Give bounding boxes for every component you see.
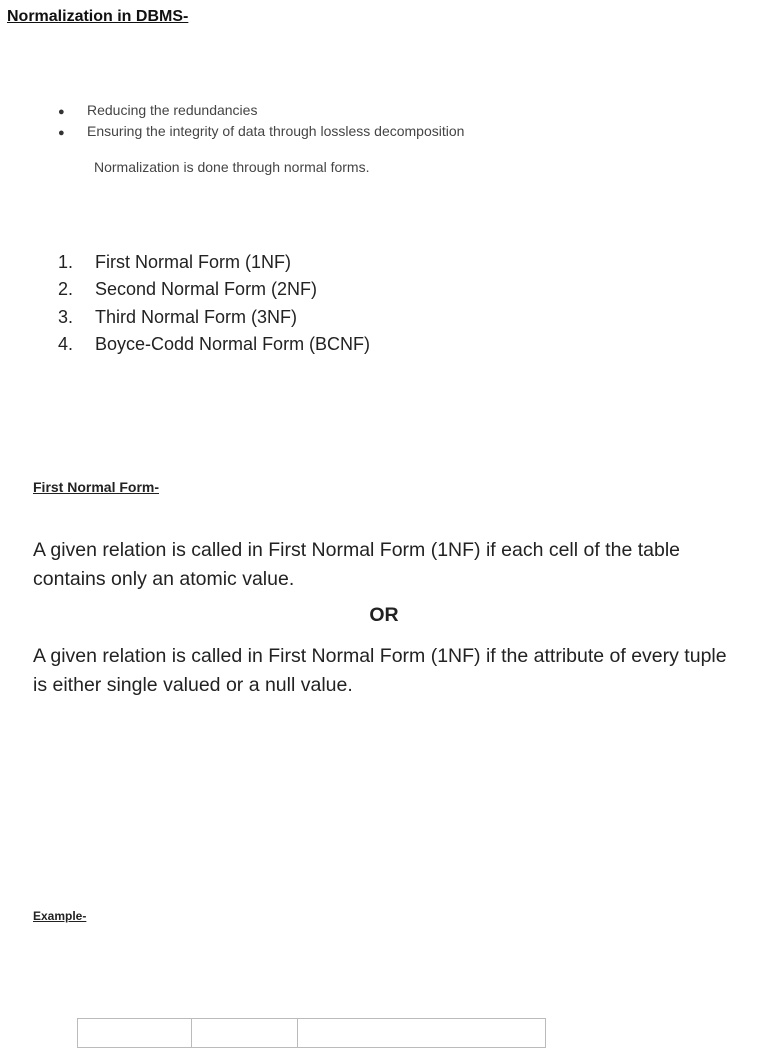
definition-paragraph-1: A given relation is called in First Normal Form (1NF) if each cell of the table contains only an atomic value. — [33, 539, 680, 590]
list-item — [58, 331, 370, 358]
bullet-text: Ensuring the integrity of data through lossless decomposition — [87, 123, 465, 139]
example-table — [77, 1018, 546, 1048]
table-cell — [78, 1019, 192, 1047]
goals-bullet-list — [58, 100, 464, 142]
list-number: 2. — [58, 279, 74, 300]
or-separator: OR — [369, 604, 399, 626]
definition-paragraph-2: A given relation is called in First Normal Form (1NF) if the attribute of every tuple is either single valued or a null value. — [33, 645, 727, 696]
list-item — [58, 304, 370, 331]
list-label: First Normal Form (1NF) — [95, 252, 291, 272]
list-label: Boyce-Codd Normal Form (BCNF) — [95, 333, 371, 354]
bullet-icon: ● — [58, 106, 65, 118]
table-cell — [192, 1019, 298, 1047]
list-number: 1. — [58, 252, 74, 272]
list-item — [58, 121, 464, 142]
page-title: Normalization in DBMS- — [7, 8, 189, 25]
list-number: 3. — [58, 306, 74, 327]
list-label: Third Normal Form (3NF) — [95, 306, 298, 327]
list-number: 4. — [58, 333, 74, 354]
list-label: Second Normal Form (2NF) — [95, 279, 318, 300]
example-heading: Example- — [33, 909, 87, 923]
bullet-icon: ● — [58, 127, 65, 139]
table-cell — [298, 1019, 545, 1047]
normal-forms-note: Normalization is done through normal forms. — [94, 159, 370, 175]
bullet-text: Reducing the redundancies — [87, 102, 258, 118]
list-item — [58, 249, 370, 276]
list-item — [58, 100, 464, 121]
first-normal-form-heading: First Normal Form- — [33, 479, 160, 495]
normal-forms-list — [58, 249, 370, 358]
list-item — [58, 276, 370, 303]
